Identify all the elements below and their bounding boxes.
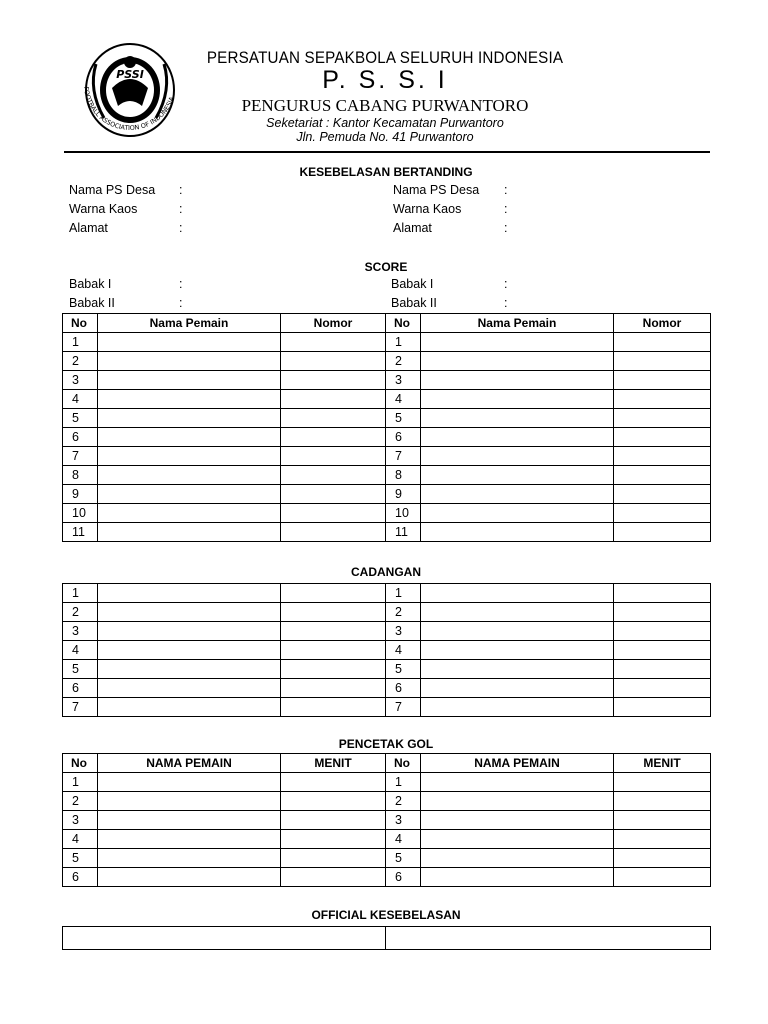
name-cell-left[interactable] [98,792,281,811]
name-cell-right[interactable] [421,371,614,390]
name-cell-left[interactable] [98,679,281,698]
row-number-left: 2 [63,603,98,622]
name-cell-left[interactable] [98,333,281,352]
row-number-right: 5 [386,849,421,868]
section-title-pencetak-gol: PENCETAK GOL [338,737,434,751]
value-cell-left[interactable] [281,371,386,390]
official-table [62,926,711,950]
value-cell-right[interactable] [614,466,711,485]
row-number-right: 5 [386,660,421,679]
row-number-right: 2 [386,352,421,371]
value-cell-left[interactable] [281,603,386,622]
row-number-left: 1 [63,584,98,603]
name-cell-left[interactable] [98,504,281,523]
row-number-right: 10 [386,504,421,523]
name-cell-right[interactable] [421,504,614,523]
table-header-row [63,314,711,333]
value-cell-right[interactable] [614,428,711,447]
name-cell-right[interactable] [421,698,614,717]
table-row [63,504,711,523]
row-number-left: 5 [63,409,98,428]
label-alamat-left: Alamat [69,221,108,235]
label-babak-1-left: Babak I [69,277,112,291]
col-nama-right: Nama Pemain [421,314,614,333]
value-cell-left[interactable] [281,466,386,485]
table-row [63,485,711,504]
row-number-left: 11 [63,523,98,542]
svg-text:PSSI: PSSI [116,68,144,81]
value-cell-left[interactable] [281,849,386,868]
value-cell-left[interactable] [281,409,386,428]
colon: : [504,296,508,310]
value-cell-left[interactable] [281,352,386,371]
colon: : [504,221,508,235]
table-row [63,698,711,717]
row-number-right: 6 [386,679,421,698]
value-cell-left[interactable] [281,333,386,352]
name-cell-right[interactable] [421,868,614,887]
value-cell-right[interactable] [614,371,711,390]
row-number-right: 3 [386,371,421,390]
name-cell-left[interactable] [98,371,281,390]
value-cell-left[interactable] [281,428,386,447]
value-cell-right[interactable] [614,447,711,466]
table-row [63,660,711,679]
name-cell-right[interactable] [421,811,614,830]
players-table [62,313,711,542]
row-number-left: 3 [63,622,98,641]
table-row [63,333,711,352]
name-cell-right[interactable] [421,603,614,622]
value-cell-right[interactable] [614,641,711,660]
row-number-right: 2 [386,792,421,811]
col-nomor-right: Nomor [614,314,711,333]
row-number-right: 3 [386,622,421,641]
org-name: PERSATUAN SEPAKBOLA SELURUH INDONESIA [206,49,564,67]
table-row [63,927,711,950]
value-cell-left[interactable] [281,584,386,603]
row-number-right: 7 [386,698,421,717]
table-row [63,622,711,641]
value-cell-left[interactable] [281,390,386,409]
name-cell-right[interactable] [421,409,614,428]
label-babak-1-right: Babak I [391,277,434,291]
svg-text:FOOTBALL ASSOCIATION OF INDONE: FOOTBALL ASSOCIATION OF INDONESIA [82,86,176,133]
table-row [63,447,711,466]
name-cell-right[interactable] [421,622,614,641]
value-cell-left[interactable] [281,792,386,811]
value-cell-right[interactable] [614,811,711,830]
row-number-left: 5 [63,849,98,868]
row-number-left: 6 [63,679,98,698]
value-cell-right[interactable] [614,584,711,603]
row-number-right: 4 [386,830,421,849]
colon: : [504,277,508,291]
name-cell-left[interactable] [98,523,281,542]
col-menit-right: MENIT [614,754,711,773]
value-cell-left[interactable] [281,622,386,641]
address: Jln. Pemuda No. 41 Purwantoro [296,130,474,144]
name-cell-left[interactable] [98,698,281,717]
col-no-right: No [386,314,421,333]
row-number-left: 2 [63,792,98,811]
value-cell-left[interactable] [281,660,386,679]
name-cell-right[interactable] [421,428,614,447]
value-cell-right[interactable] [614,868,711,887]
value-cell-right[interactable] [614,660,711,679]
label-nama-ps-right: Nama PS Desa [393,183,480,197]
row-number-left: 4 [63,390,98,409]
row-number-left: 7 [63,447,98,466]
name-cell-left[interactable] [98,641,281,660]
row-number-right: 6 [386,428,421,447]
row-number-right: 4 [386,641,421,660]
name-cell-right[interactable] [421,352,614,371]
section-title-cadangan: CADANGAN [351,565,421,579]
table-row [63,352,711,371]
value-cell-right[interactable] [614,603,711,622]
value-cell-right[interactable] [614,333,711,352]
label-nama-ps-left: Nama PS Desa [69,183,156,197]
name-cell-left[interactable] [98,447,281,466]
table-row [63,679,711,698]
col-no-right: No [386,754,421,773]
col-nama-left: NAMA PEMAIN [98,754,281,773]
table-row [63,371,711,390]
value-cell-left[interactable] [281,679,386,698]
pencetak-gol-table [62,753,711,887]
secretariat: Seketariat : Kantor Kecamatan Purwantoro [266,116,504,130]
colon: : [179,183,183,197]
label-babak-2-left: Babak II [69,296,115,310]
table-row [63,409,711,428]
value-cell-right[interactable] [614,485,711,504]
colon: : [179,221,183,235]
name-cell-left[interactable] [98,811,281,830]
value-cell-right[interactable] [614,830,711,849]
row-number-left: 3 [63,371,98,390]
row-number-right: 1 [386,773,421,792]
row-number-right: 2 [386,603,421,622]
row-number-left: 1 [63,333,98,352]
name-cell-right[interactable] [421,466,614,485]
col-nama-left: Nama Pemain [98,314,281,333]
row-number-right: 1 [386,333,421,352]
name-cell-right[interactable] [421,679,614,698]
name-cell-right[interactable] [421,584,614,603]
row-number-left: 10 [63,504,98,523]
row-number-left: 1 [63,773,98,792]
row-number-right: 8 [386,466,421,485]
table-row [63,466,711,485]
col-menit-left: MENIT [281,754,386,773]
name-cell-right[interactable] [421,390,614,409]
name-cell-right[interactable] [421,447,614,466]
name-cell-left[interactable] [98,409,281,428]
section-title-official: OFFICIAL KESEBELASAN [311,908,461,922]
row-number-right: 5 [386,409,421,428]
row-number-left: 5 [63,660,98,679]
value-cell-right[interactable] [614,352,711,371]
table-row [63,773,711,792]
value-cell-left[interactable] [281,773,386,792]
name-cell-left[interactable] [98,584,281,603]
value-cell-right[interactable] [614,792,711,811]
name-cell-left[interactable] [98,660,281,679]
name-cell-right[interactable] [421,485,614,504]
row-number-left: 2 [63,352,98,371]
name-cell-left[interactable] [98,603,281,622]
letterhead [0,0,768,160]
name-cell-right[interactable] [421,849,614,868]
row-number-left: 8 [63,466,98,485]
name-cell-right[interactable] [421,641,614,660]
value-cell-right[interactable] [614,523,711,542]
value-cell-left[interactable] [281,698,386,717]
row-number-right: 9 [386,485,421,504]
label-babak-2-right: Babak II [391,296,437,310]
official-cell-right[interactable] [386,927,711,950]
name-cell-left[interactable] [98,428,281,447]
value-cell-right[interactable] [614,390,711,409]
row-number-left: 4 [63,641,98,660]
table-row [63,849,711,868]
row-number-left: 7 [63,698,98,717]
table-row [63,390,711,409]
col-nama-right: NAMA PEMAIN [421,754,614,773]
table-row [63,523,711,542]
row-number-right: 1 [386,584,421,603]
table-row [63,641,711,660]
col-no-left: No [63,314,98,333]
row-number-left: 9 [63,485,98,504]
row-number-right: 4 [386,390,421,409]
value-cell-right[interactable] [614,698,711,717]
colon: : [504,202,508,216]
row-number-left: 6 [63,428,98,447]
value-cell-right[interactable] [614,849,711,868]
value-cell-left[interactable] [281,504,386,523]
header-rule [64,151,710,153]
name-cell-left[interactable] [98,849,281,868]
value-cell-right[interactable] [614,409,711,428]
row-number-left: 3 [63,811,98,830]
colon: : [179,296,183,310]
col-nomor-left: Nomor [281,314,386,333]
name-cell-right[interactable] [421,792,614,811]
branch-name: PENGURUS CABANG PURWANTORO [241,96,529,115]
value-cell-left[interactable] [281,830,386,849]
pssi-emblem-icon [70,40,190,152]
name-cell-right[interactable] [421,660,614,679]
table-header-row [63,754,711,773]
table-row [63,603,711,622]
name-cell-left[interactable] [98,390,281,409]
row-number-right: 3 [386,811,421,830]
value-cell-right[interactable] [614,622,711,641]
colon: : [504,183,508,197]
section-title-score: SCORE [364,260,408,274]
section-title-kesebelasan: KESEBELASAN BERTANDING [299,165,473,179]
value-cell-left[interactable] [281,523,386,542]
row-number-right: 7 [386,447,421,466]
table-row [63,811,711,830]
value-cell-right[interactable] [614,504,711,523]
value-cell-left[interactable] [281,447,386,466]
row-number-right: 11 [386,523,421,542]
name-cell-left[interactable] [98,485,281,504]
org-acronym: P. S. S. I [322,66,448,94]
name-cell-left[interactable] [98,868,281,887]
name-cell-right[interactable] [421,773,614,792]
name-cell-left[interactable] [98,466,281,485]
pssi-logo [70,40,190,152]
value-cell-right[interactable] [614,679,711,698]
value-cell-left[interactable] [281,811,386,830]
table-row [63,868,711,887]
official-cell-left[interactable] [63,927,386,950]
value-cell-left[interactable] [281,641,386,660]
row-number-right: 6 [386,868,421,887]
value-cell-right[interactable] [614,773,711,792]
value-cell-left[interactable] [281,868,386,887]
name-cell-left[interactable] [98,622,281,641]
name-cell-right[interactable] [421,333,614,352]
row-number-left: 4 [63,830,98,849]
name-cell-right[interactable] [421,523,614,542]
row-number-left: 6 [63,868,98,887]
label-warna-kaos-left: Warna Kaos [69,202,138,216]
name-cell-left[interactable] [98,352,281,371]
colon: : [179,277,183,291]
label-warna-kaos-right: Warna Kaos [393,202,462,216]
table-row [63,792,711,811]
colon: : [179,202,183,216]
table-row [63,830,711,849]
name-cell-left[interactable] [98,830,281,849]
table-row [63,428,711,447]
col-no-left: No [63,754,98,773]
table-row [63,584,711,603]
value-cell-left[interactable] [281,485,386,504]
name-cell-left[interactable] [98,773,281,792]
label-alamat-right: Alamat [393,221,432,235]
cadangan-table [62,583,711,717]
name-cell-right[interactable] [421,830,614,849]
